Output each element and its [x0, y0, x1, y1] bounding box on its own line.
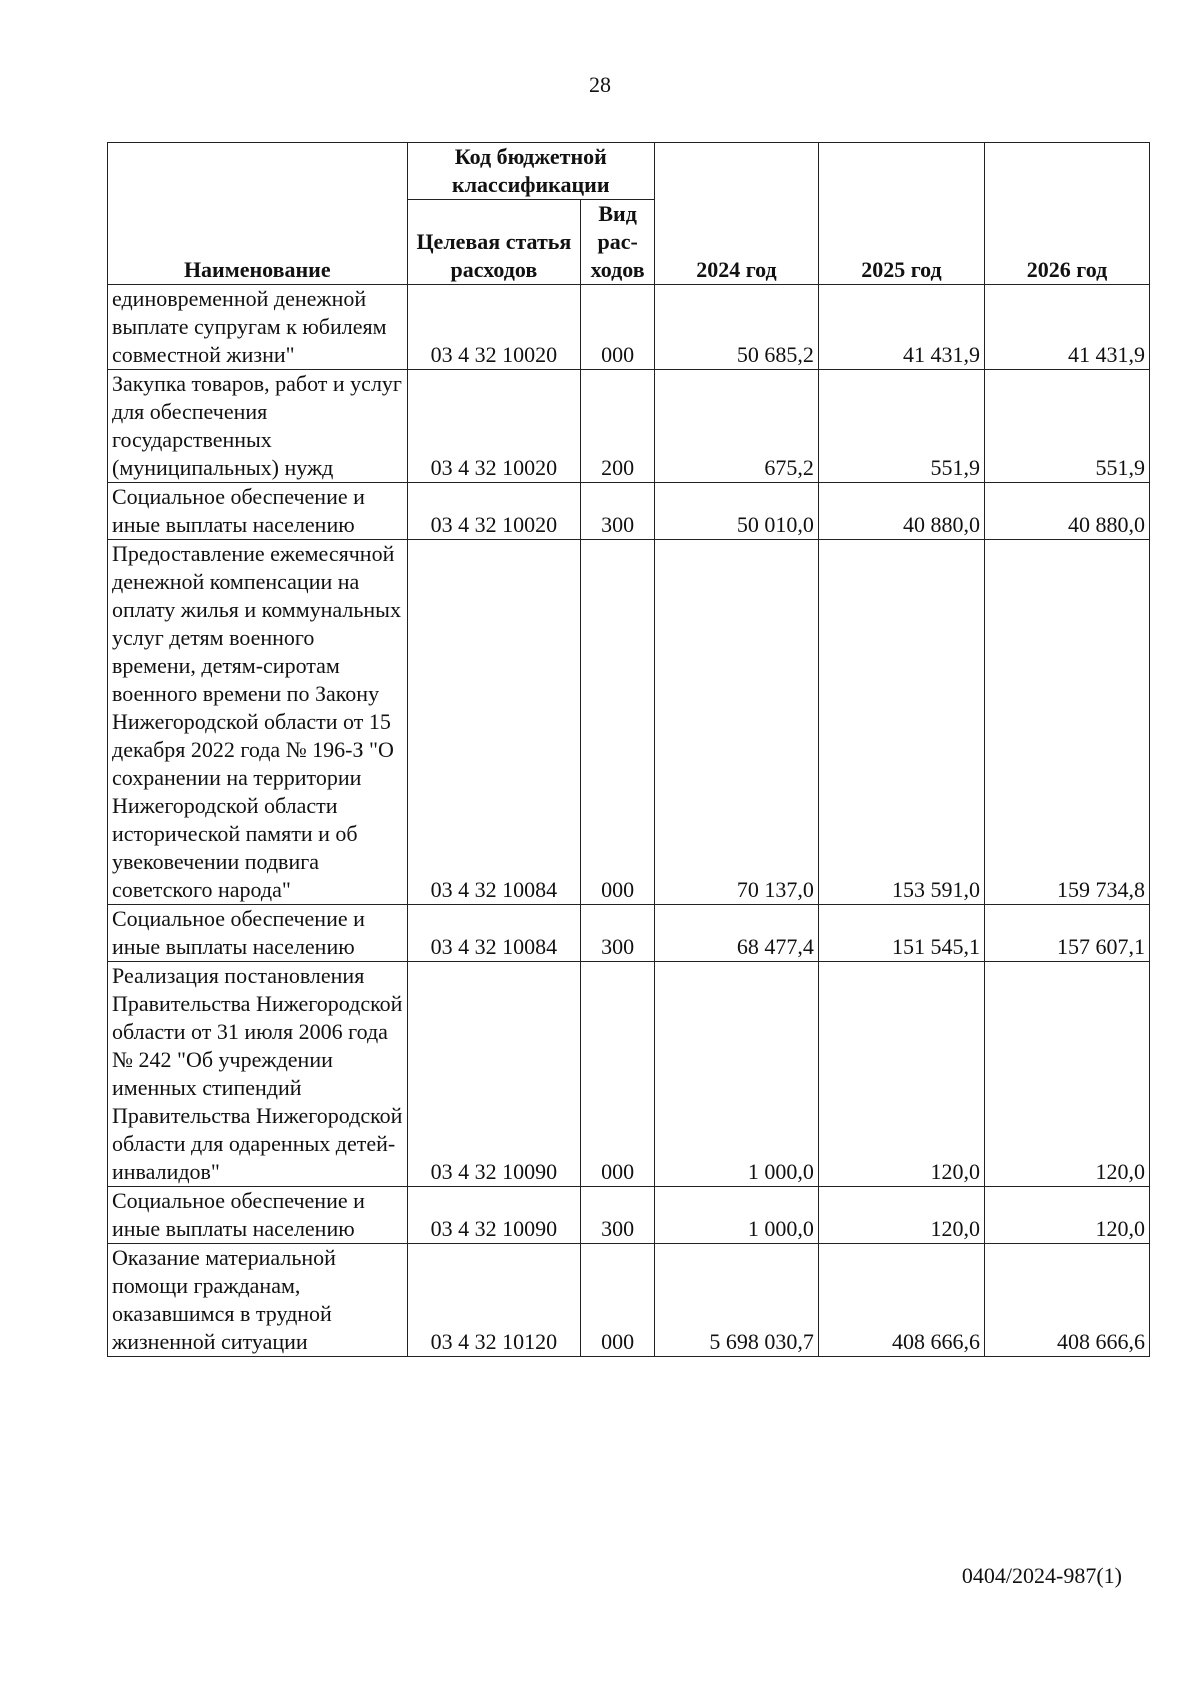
header-2024: 2024 год [655, 143, 819, 285]
row-code: 03 4 32 10084 [407, 905, 581, 962]
row-2025: 551,9 [818, 370, 984, 483]
header-2026: 2026 год [984, 143, 1149, 285]
row-2026: 41 431,9 [984, 285, 1149, 370]
row-2026: 159 734,8 [984, 540, 1149, 905]
row-name: единовременной денежной выплате супругам к юбилеям совместной жизни" [108, 285, 408, 370]
row-name: Социальное обеспечение и иные выплаты населению [108, 483, 408, 540]
row-2026: 157 607,1 [984, 905, 1149, 962]
row-name: Закупка товаров, работ и услуг для обеспечения государственных (муниципальных) нужд [108, 370, 408, 483]
row-name: Предоставление ежемесячной денежной компенсации на оплату жилья и коммунальных услуг детям военного времени, детям-сиротам военного времени по Закону Нижегородской области от 15 декабря 2022 года № 196-З "О сохранении на территории Нижегородской области исторической памяти и об увековечении подвига советского народа" [108, 540, 408, 905]
row-expense-type: 000 [581, 540, 655, 905]
page-number: 28 [589, 72, 611, 97]
row-2024: 50 685,2 [655, 285, 819, 370]
table-row [108, 370, 1150, 483]
header-target-article: Целевая статья расходов [407, 200, 581, 285]
table-row [108, 285, 1150, 370]
row-2025: 40 880,0 [818, 483, 984, 540]
header-2025: 2025 год [818, 143, 984, 285]
row-expense-type: 000 [581, 1244, 655, 1357]
row-code: 03 4 32 10020 [407, 285, 581, 370]
header-code-group: Код бюджетной классификации [407, 143, 654, 200]
header-row-1 [108, 143, 1150, 200]
row-2024: 1 000,0 [655, 1187, 819, 1244]
row-expense-type: 000 [581, 285, 655, 370]
row-2026: 408 666,6 [984, 1244, 1149, 1357]
row-2025: 41 431,9 [818, 285, 984, 370]
document-code: 0404/2024-987(1) [961, 1563, 1122, 1588]
row-2025: 408 666,6 [818, 1244, 984, 1357]
row-2024: 675,2 [655, 370, 819, 483]
row-2025: 120,0 [818, 962, 984, 1187]
table-row [108, 1244, 1150, 1357]
row-name: Социальное обеспечение и иные выплаты населению [108, 1187, 408, 1244]
row-expense-type: 300 [581, 483, 655, 540]
row-2026: 551,9 [984, 370, 1149, 483]
row-2026: 40 880,0 [984, 483, 1149, 540]
header-name: Наименование [108, 143, 408, 285]
row-code: 03 4 32 10090 [407, 1187, 581, 1244]
table-row [108, 483, 1150, 540]
row-name: Оказание материальной помощи гражданам, оказавшимся в трудной жизненной ситуации [108, 1244, 408, 1357]
row-code: 03 4 32 10090 [407, 962, 581, 1187]
table-row [108, 962, 1150, 1187]
table-row [108, 1187, 1150, 1244]
table-row [108, 905, 1150, 962]
row-2024: 70 137,0 [655, 540, 819, 905]
row-2025: 120,0 [818, 1187, 984, 1244]
row-2026: 120,0 [984, 1187, 1149, 1244]
row-code: 03 4 32 10020 [407, 483, 581, 540]
row-expense-type: 200 [581, 370, 655, 483]
row-name: Реализация постановления Правительства Нижегородской области от 31 июля 2006 года № 242 "Об учреждении именных стипендий Правительства Нижегородской области для одаренных детей-инвалидов" [108, 962, 408, 1187]
table-row [108, 540, 1150, 905]
row-expense-type: 300 [581, 905, 655, 962]
row-code: 03 4 32 10120 [407, 1244, 581, 1357]
row-2025: 151 545,1 [818, 905, 984, 962]
header-expense-type: Вид рас-ходов [581, 200, 655, 285]
row-2024: 50 010,0 [655, 483, 819, 540]
row-expense-type: 300 [581, 1187, 655, 1244]
row-2025: 153 591,0 [818, 540, 984, 905]
budget-table [107, 142, 1150, 1357]
row-2024: 5 698 030,7 [655, 1244, 819, 1357]
row-name: Социальное обеспечение и иные выплаты населению [108, 905, 408, 962]
row-2024: 1 000,0 [655, 962, 819, 1187]
row-2024: 68 477,4 [655, 905, 819, 962]
row-code: 03 4 32 10084 [407, 540, 581, 905]
row-2026: 120,0 [984, 962, 1149, 1187]
row-expense-type: 000 [581, 962, 655, 1187]
row-code: 03 4 32 10020 [407, 370, 581, 483]
